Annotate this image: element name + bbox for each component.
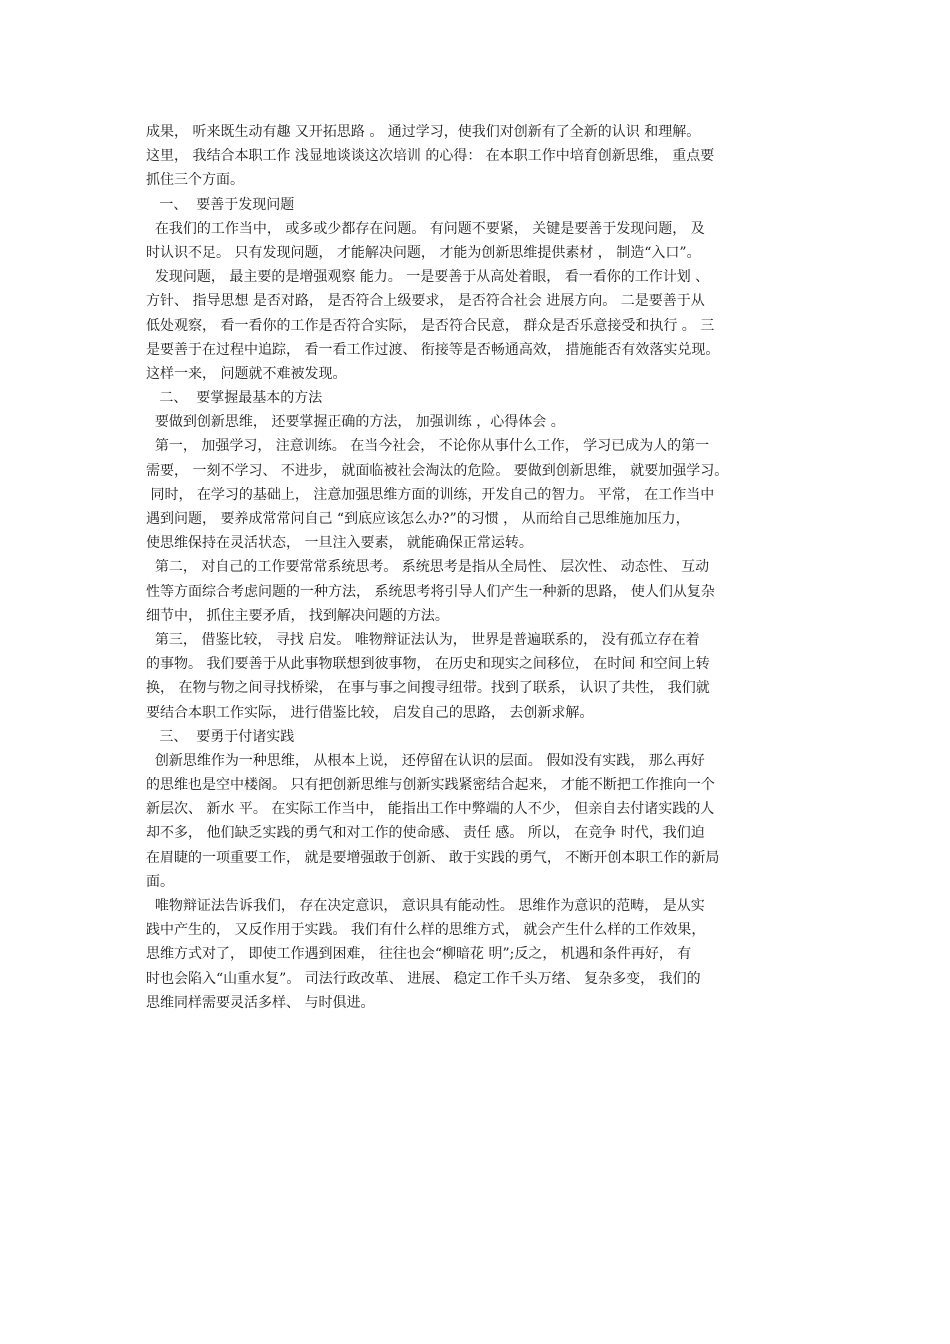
text-line: 遇到问题， 要养成常常问自己 “到底应该怎么办?”的习惯 ， 从而给自己思维施加压力， [146, 511, 690, 527]
text-line: 在我们的工作当中， 或多或少都存在问题。 有问题不要紧， 关键是要善于发现问题， 及 [146, 220, 705, 237]
text-line: 同时， 在学习的基础上， 注意加强思维方面的训练，开发自己的智力。 平常， 在工作当中 [146, 486, 715, 503]
text-line: 创新思维作为一种思维， 从根本上说， 还停留在认识的层面。 假如没有实践， 那么再好 [146, 752, 705, 769]
text-line: 性等方面综合考虑问题的一种方法， 系统思考将引导人们产生一种新的思路， 使人们从复杂 [146, 583, 715, 600]
text-line: 这样一来， 问题就不难被发现。 [146, 365, 347, 382]
text-line: 第一， 加强学习， 注意训练。 在当今社会， 不论你从事什么工作， 学习已成为人的第一 [146, 438, 710, 455]
text-line: 低处观察， 看一看你的工作是否符合实际， 是否符合民意， 群众是否乐意接受和执行 。 三 [146, 317, 715, 334]
text-line: 新层次、 新水 平。 在实际工作当中， 能指出工作中弊端的人不少， 但亲自去付诸实践的人 [146, 801, 715, 818]
text-line: 方针、 指导思想 是否对路， 是否符合上级要求， 是否符合社会 进展方向。 二是要善于从 [146, 293, 705, 310]
text-line: 细节中， 抓住主要矛盾， 找到解决问题的方法。 [146, 607, 449, 624]
text-line: 发现问题， 最主要的是增强观察 能力。 一是要善于从高处着眼， 看一看你的工作计划 、 [146, 269, 710, 286]
text-line: 需要， 一刻不学习、 不进步， 就面临被社会淘汰的危险。 要做到创新思维， 就要加强学习。 [146, 462, 729, 479]
text-line: 使思维保持在灵活状态， 一旦注入要素， 就能确保正常运转。 [146, 535, 533, 552]
section-heading-1: 一、 要善于发现问题 [146, 196, 295, 213]
text-line: 换， 在物与物之间寻找桥梁， 在事与事之间搜寻纽带。找到了联系， 认识了共性， 我们就 [146, 680, 710, 697]
text-line: 唯物辩证法告诉我们， 存在决定意识， 意识具有能动性。 思维作为意识的范畴， 是从实 [146, 898, 705, 914]
section-heading-3: 三、 要勇于付诸实践 [146, 728, 295, 745]
text-line: 是要善于在过程中追踪， 看一看工作过渡、 衔接等是否畅通高效， 措施能否有效落实兑现。 [146, 341, 720, 358]
text-line: 在眉睫的一项重要工作， 就是要增强敢于创新、 敢于实践的勇气， 不断开创本职工作的新局 [146, 849, 720, 866]
text-line: 时也会陷入“山重水复”。 司法行政改革、 进展、 稳定工作千头万绪、 复杂多变， 我们的 [146, 970, 701, 987]
text-line: 第三， 借鉴比较， 寻找 启发。 唯物辩证法认为， 世界是普遍联系的， 没有孤立存在着 [146, 631, 700, 648]
text-line: 要结合本职工作实际， 进行借鉴比较， 启发自己的思路， 去创新求解。 [146, 704, 594, 721]
text-line: 成果， 听来既生动有趣 又开拓思路 。 通过学习，使我们对创新有了全新的认识 和理解。 [146, 124, 701, 140]
text-line: 思维同样需要灵活多样、 与时俱进。 [146, 994, 375, 1011]
text-line: 时认识不足。 只有发现问题， 才能解决问题， 才能为创新思维提供素材 ， 制造“入口”。 [146, 244, 701, 261]
text-line: 这里， 我结合本职工作 浅显地谈谈这次培训 的心得： 在本职工作中培育创新思维， 重点要 [146, 148, 715, 165]
document-body [146, 120, 812, 1015]
text-line: 践中产生的， 又反作用于实践。 我们有什么样的思维方式， 就会产生什么样的工作效果， [146, 922, 706, 939]
text-line: 面。 [146, 873, 174, 890]
text-line: 抓住三个方面。 [146, 172, 244, 189]
section-heading-2: 二、 要掌握最基本的方法 [146, 390, 323, 407]
text-line: 的思维也是空中楼阁。 只有把创新思维与创新实践紧密结合起来， 才能不断把工作推向一个 [146, 777, 715, 794]
text-line: 第二， 对自己的工作要常常系统思考。 系统思考是指从全局性、 层次性、 动态性、 互动 [146, 559, 710, 576]
text-line: 的事物。 我们要善于从此事物联想到彼事物， 在历史和现实之间移位， 在时间 和空间上转 [146, 656, 710, 673]
text-line: 要做到创新思维， 还要掌握正确的方法， 加强训练 ，心得体会 。 [146, 414, 565, 431]
text-line: 却不多， 他们缺乏实践的勇气和对工作的使命感、 责任 感。 所以， 在竞争 时代，我们迫 [146, 825, 705, 842]
text-line: 思维方式对了， 即使工作遇到困难， 往往也会“柳暗花 明”;反之， 机遇和条件再好， 有 [146, 946, 692, 963]
